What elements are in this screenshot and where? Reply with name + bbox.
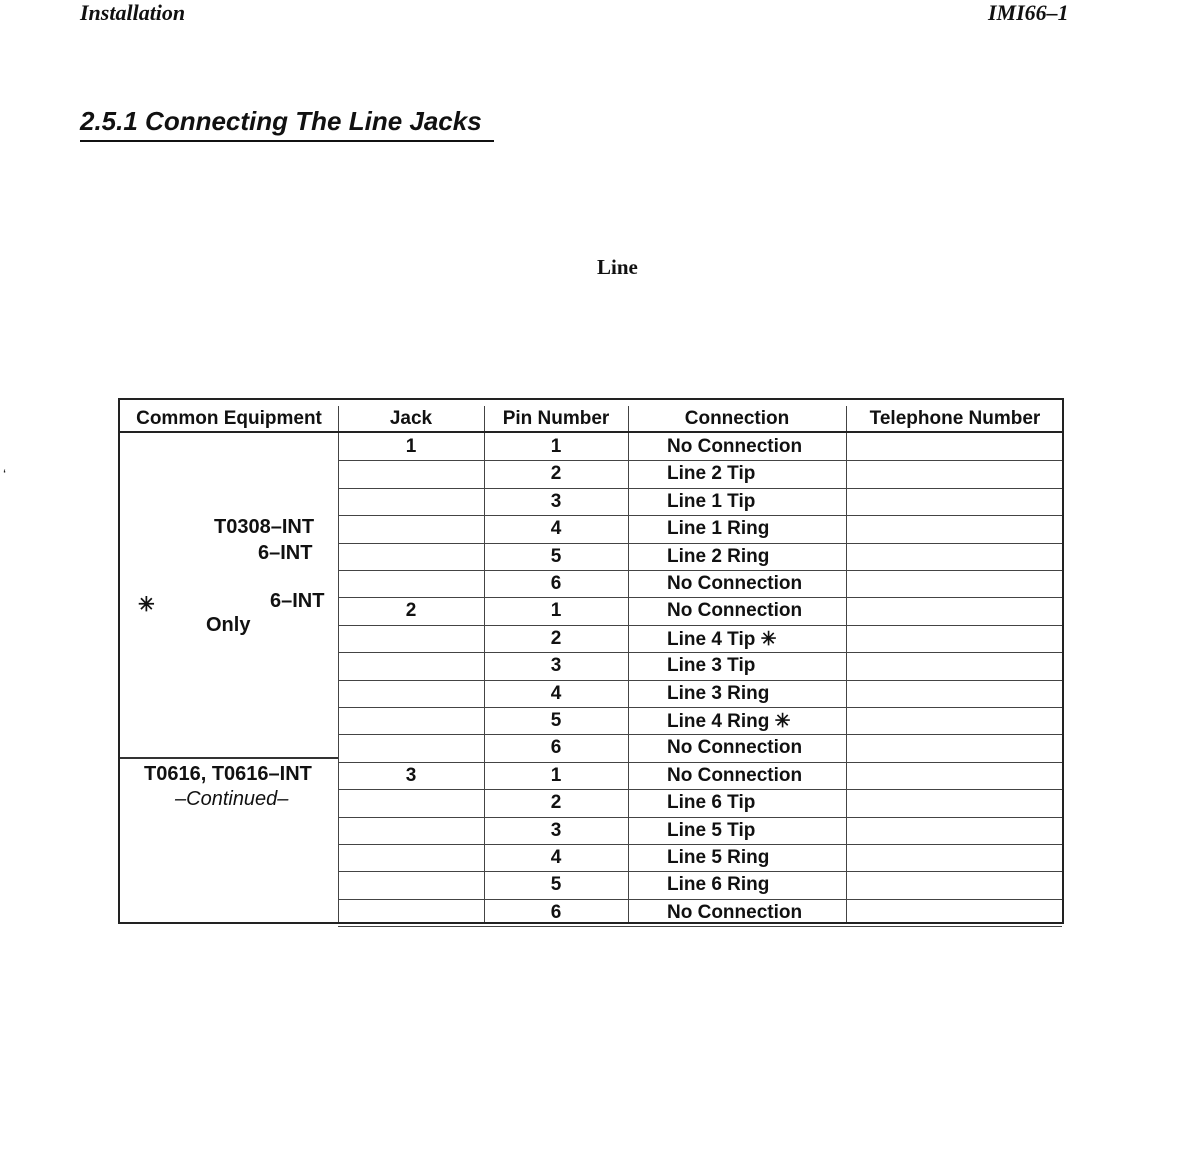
section-title: 2.5.1 Connecting The Line Jacks xyxy=(80,106,494,142)
connection-cell: No Connection xyxy=(667,901,803,923)
connection-cell: Line 6 Tip xyxy=(667,792,756,814)
table-row xyxy=(338,625,1062,653)
margin-mark: ‘ xyxy=(3,466,7,482)
table-row xyxy=(338,597,1062,625)
table-row xyxy=(338,844,1062,872)
pin-cell: 2 xyxy=(550,792,562,814)
table-row xyxy=(338,789,1062,817)
body-text-fragment: Line xyxy=(597,255,638,279)
table-row xyxy=(338,570,1062,598)
connection-cell: No Connection xyxy=(667,600,803,622)
pin-cell: 1 xyxy=(550,600,562,622)
connection-cell: Line 5 Ring xyxy=(667,847,770,868)
header-telephone-number: Telephone Number xyxy=(869,408,1041,429)
connection-cell: No Connection xyxy=(667,573,803,594)
connection-cell: Line 5 Tip xyxy=(667,819,756,841)
header-pin-number: Pin Number xyxy=(502,408,610,429)
pin-cell: 5 xyxy=(550,710,562,731)
equipment-separator xyxy=(120,757,338,759)
connection-cell: Line 2 Tip xyxy=(667,463,756,485)
pin-cell: 3 xyxy=(550,655,562,677)
table-row xyxy=(338,652,1062,680)
connection-cell: Line 4 Tip ✳ xyxy=(667,628,777,650)
connection-cell: Line 3 Ring xyxy=(667,682,770,704)
equipment-label: T0616, T0616–INT xyxy=(144,763,312,785)
pin-cell: 6 xyxy=(550,901,562,923)
connection-cell: Line 4 Ring ✳ xyxy=(667,711,791,732)
header-connection: Connection xyxy=(684,408,790,429)
asterisk-note-marker: ✳ xyxy=(138,594,155,616)
pin-cell: 1 xyxy=(550,764,562,786)
running-header-left: Installation xyxy=(80,0,186,25)
equipment-note: Only xyxy=(206,614,251,636)
table-row xyxy=(338,734,1062,762)
table-row xyxy=(338,899,1062,927)
equipment-label: T0308–INT xyxy=(214,516,315,538)
pin-cell: 6 xyxy=(550,737,562,759)
table-row xyxy=(338,680,1062,708)
table-row xyxy=(338,707,1062,735)
equipment-label: 6–INT xyxy=(270,590,325,612)
pin-cell: 6 xyxy=(550,573,562,594)
pin-cell: 3 xyxy=(550,490,562,512)
header-jack: Jack xyxy=(389,408,433,429)
table-row xyxy=(338,433,1062,461)
table-row xyxy=(338,488,1062,516)
jack-cell: 1 xyxy=(405,436,417,457)
pin-cell: 2 xyxy=(550,463,562,485)
connection-cell: Line 2 Ring xyxy=(667,545,770,567)
connection-cell: Line 1 Ring xyxy=(667,518,770,540)
jack-cell: 3 xyxy=(405,764,417,786)
pin-cell: 4 xyxy=(550,518,562,540)
equipment-label: 6–INT xyxy=(258,542,313,564)
table-row xyxy=(338,871,1062,899)
connection-cell: Line 3 Tip xyxy=(667,655,756,677)
header-common-equipment: Common Equipment xyxy=(136,408,322,429)
running-header-right: IMI66–1 xyxy=(988,0,1069,25)
continued-note: –Continued– xyxy=(175,788,289,810)
line-jack-table xyxy=(118,398,1064,924)
connection-cell: No Connection xyxy=(667,737,803,759)
connection-cell: No Connection xyxy=(667,436,803,457)
pin-cell: 5 xyxy=(550,874,562,896)
pin-cell: 1 xyxy=(550,436,562,457)
table-row xyxy=(338,515,1062,543)
pin-cell: 3 xyxy=(550,819,562,841)
pin-cell: 5 xyxy=(550,545,562,567)
connection-cell: No Connection xyxy=(667,764,803,786)
table-row xyxy=(338,817,1062,845)
pin-cell: 2 xyxy=(550,627,562,649)
table-row xyxy=(338,543,1062,571)
table-header-row xyxy=(120,406,1062,433)
jack-cell: 2 xyxy=(405,600,417,622)
pin-cell: 4 xyxy=(550,847,562,868)
table-row xyxy=(338,762,1062,790)
pin-cell: 4 xyxy=(550,682,562,704)
table-row xyxy=(338,460,1062,488)
connection-cell: Line 1 Tip xyxy=(667,490,756,512)
connection-cell: Line 6 Ring xyxy=(667,874,770,896)
